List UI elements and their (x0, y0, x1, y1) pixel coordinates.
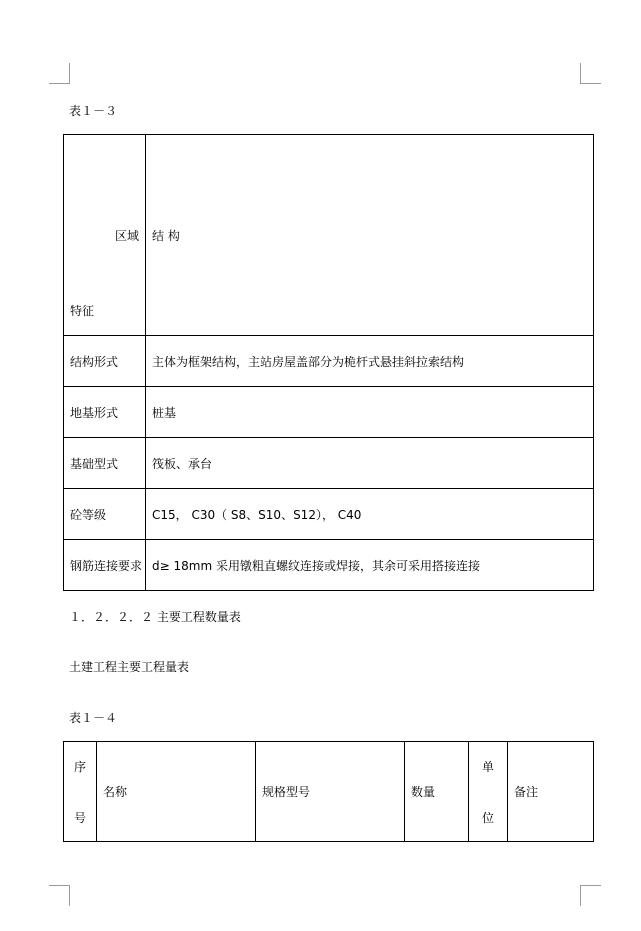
row-value: 主体为框架结构，主站房屋盖部分为桅杆式悬挂斜拉索结构 (146, 336, 594, 387)
row-label: 结构形式 (64, 336, 146, 387)
table-row (64, 387, 594, 438)
header-seq-cell (64, 742, 97, 842)
header-unit-bottom: 位 (481, 810, 494, 825)
header-seq-top: 序 (73, 759, 86, 774)
table-header-row (64, 742, 594, 842)
row-label: 钢筋连接要求 (64, 540, 146, 591)
structure-table (63, 134, 594, 591)
row-value: C15， C30（ S8、S10、S12）， C40 (146, 489, 594, 540)
table-row (64, 438, 594, 489)
crop-mark-top-left (49, 63, 70, 84)
row-value: d≥ 18mm 采用镦粗直螺纹连接或焊接，其余可采用搭接连接 (146, 540, 594, 591)
header-unit-top: 单 (481, 759, 494, 774)
table14-caption: 表１－４ (69, 711, 118, 725)
table13-caption: 表１－３ (69, 104, 118, 118)
header-unit-cell (469, 742, 508, 842)
row-label: 砼等级 (64, 489, 146, 540)
quantity-table (63, 741, 594, 842)
row-label: 基础型式 (64, 438, 146, 489)
header-structure-cell: 结 构 (146, 135, 594, 336)
section-heading: １．２．２．２ 主要工程数量表 (69, 610, 241, 624)
header-feature-label: 特征 (70, 304, 95, 318)
crop-mark-top-right (580, 63, 601, 84)
table-row (64, 540, 594, 591)
diagonal-header-cell (64, 135, 146, 336)
header-qty-cell: 数量 (405, 742, 469, 842)
crop-mark-bottom-right (580, 885, 601, 906)
header-region-label: 区域 (115, 229, 140, 243)
header-remark-cell: 备注 (508, 742, 594, 842)
crop-mark-bottom-left (49, 885, 70, 906)
header-name-cell: 名称 (97, 742, 256, 842)
row-value: 桩基 (146, 387, 594, 438)
table-title: 土建工程主要工程量表 (69, 660, 190, 674)
table-header-row (64, 135, 594, 336)
header-seq-bottom: 号 (73, 810, 86, 825)
table-row (64, 489, 594, 540)
table-row (64, 336, 594, 387)
row-label: 地基形式 (64, 387, 146, 438)
header-spec-cell: 规格型号 (256, 742, 405, 842)
row-value: 筏板、承台 (146, 438, 594, 489)
